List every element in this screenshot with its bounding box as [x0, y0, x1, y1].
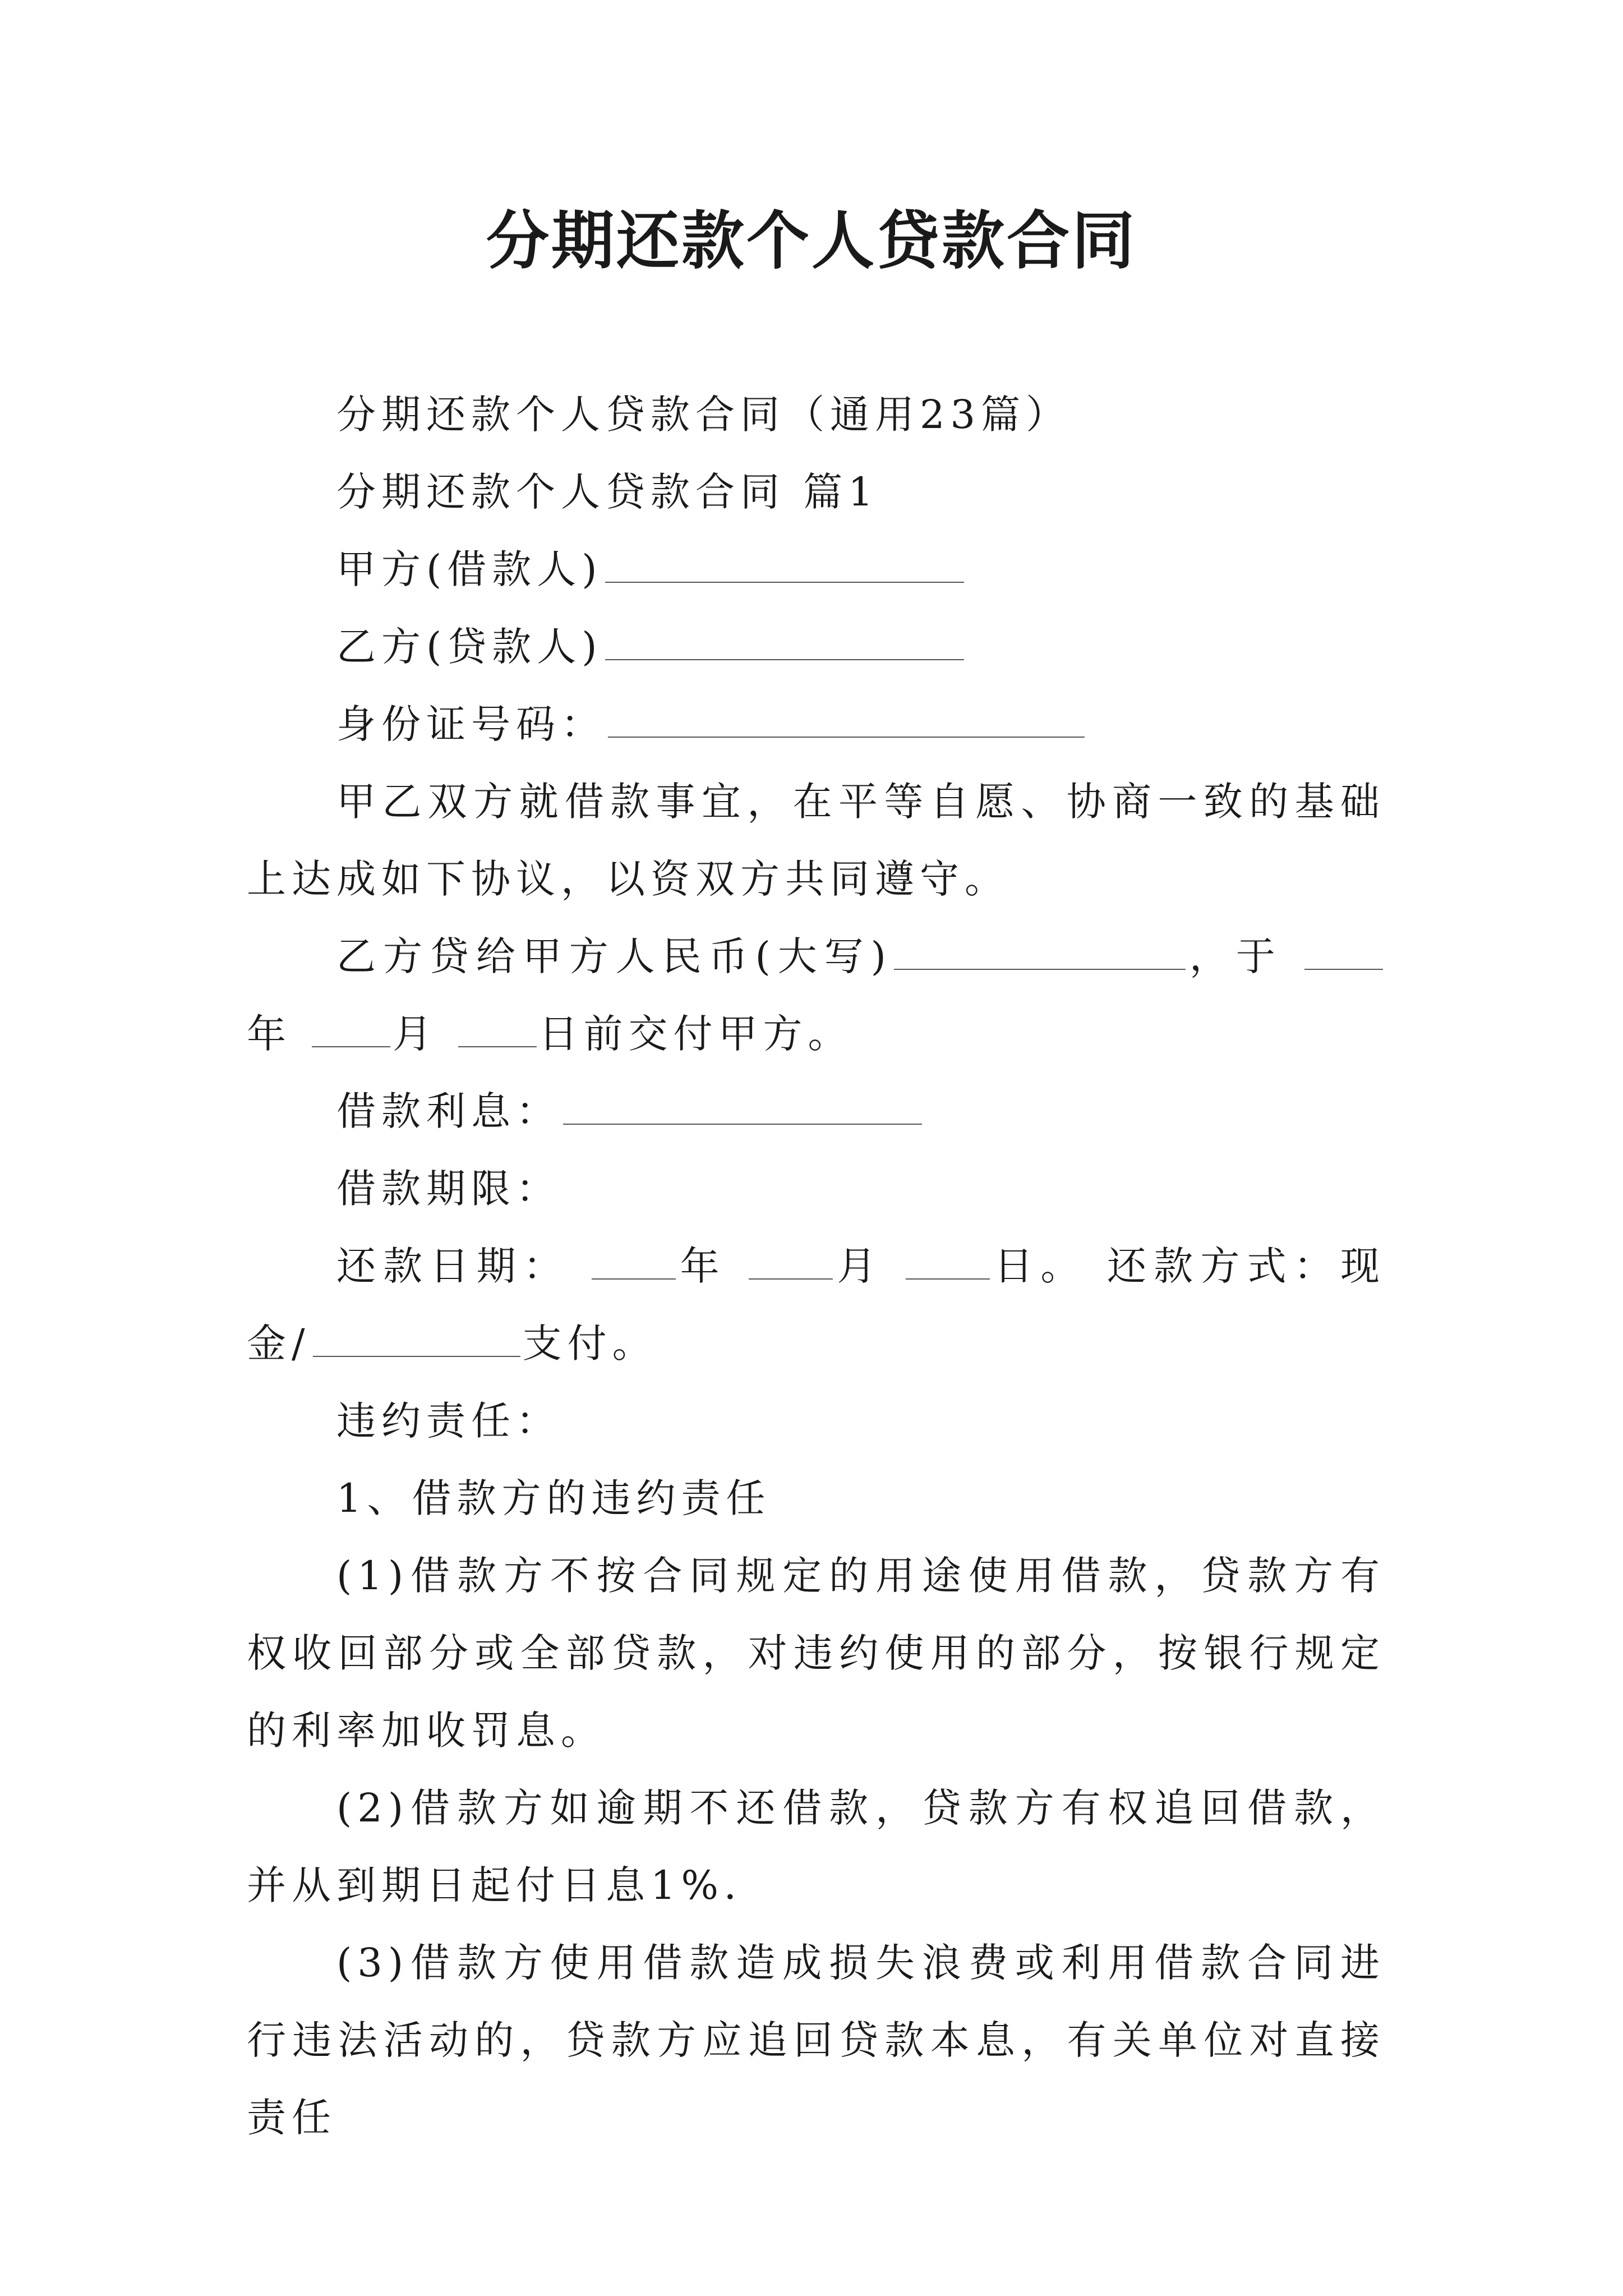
id-number-label: 身份证号码： — [336, 701, 606, 747]
loan-day-blank — [458, 1013, 537, 1047]
loan-text-2: ，于 — [1187, 933, 1283, 979]
party-b-line — [247, 608, 1385, 685]
party-a-label: 甲方(借款人) — [336, 546, 603, 592]
party-b-blank — [605, 625, 964, 660]
id-number-blank — [608, 703, 1085, 738]
repayment-paragraph — [247, 1227, 1385, 1382]
repay-end-text: 支付。 — [522, 1320, 657, 1366]
loan-month-blank — [312, 1013, 390, 1047]
repay-month-blank — [749, 1245, 833, 1280]
clause-item-3: (3)借款方使用借款造成损失浪费或利用借款合同进行违法活动的，贷款方应追回贷款本息，有关单位对直接责任 — [247, 1940, 1385, 2141]
loan-text-1: 乙方贷给甲方人民币(大写) — [336, 933, 892, 979]
loan-text-3: 日前交付甲方。 — [538, 1011, 853, 1057]
term-label: 借款期限： — [336, 1166, 561, 1212]
id-number-line — [247, 685, 1385, 763]
loan-month-label: 月 — [393, 1011, 438, 1057]
interest-line — [247, 1073, 1385, 1150]
payment-method-blank — [313, 1322, 520, 1357]
repayment-label: 还款日期： — [336, 1243, 570, 1289]
repay-year-blank — [592, 1245, 676, 1280]
repay-month-label: 月 — [835, 1243, 884, 1289]
party-a-line — [247, 531, 1385, 608]
interest-label: 借款利息： — [336, 1088, 561, 1134]
repay-day-text: 日。 还款方式：现金/ — [247, 1243, 1385, 1366]
intro-paragraph: 甲乙双方就借款事宜，在平等自愿、协商一致的基础上达成如下协议，以资双方共同遵守。 — [247, 779, 1385, 902]
clause-item-2: (2)借款方如逾期不还借款，贷款方有权追回借款，并从到期日起付日息1%． — [247, 1785, 1385, 1908]
repay-day-blank — [906, 1245, 990, 1280]
document-body — [247, 376, 1385, 2156]
party-a-blank — [605, 548, 964, 583]
section-heading: 分期还款个人贷款合同 篇1 — [336, 469, 879, 515]
clause-heading: 1、借款方的违约责任 — [336, 1475, 771, 1521]
subtitle: 分期还款个人贷款合同（通用23篇） — [336, 392, 1071, 438]
liability-label: 违约责任： — [336, 1398, 561, 1444]
loan-paragraph — [247, 918, 1385, 1073]
loan-year-blank — [1304, 935, 1383, 970]
repay-year-label: 年 — [678, 1243, 727, 1289]
document-title: 分期还款个人贷款合同 — [486, 204, 1137, 278]
interest-blank — [563, 1090, 922, 1125]
party-b-label: 乙方(贷款人) — [336, 624, 603, 670]
clause-item-1: (1)借款方不按合同规定的用途使用借款，贷款方有权收回部分或全部贷款，对违约使用的部分，按银行规定的利率加收罚息。 — [247, 1553, 1385, 1754]
loan-amount-blank — [894, 935, 1186, 970]
loan-year-label: 年 — [247, 1011, 292, 1057]
